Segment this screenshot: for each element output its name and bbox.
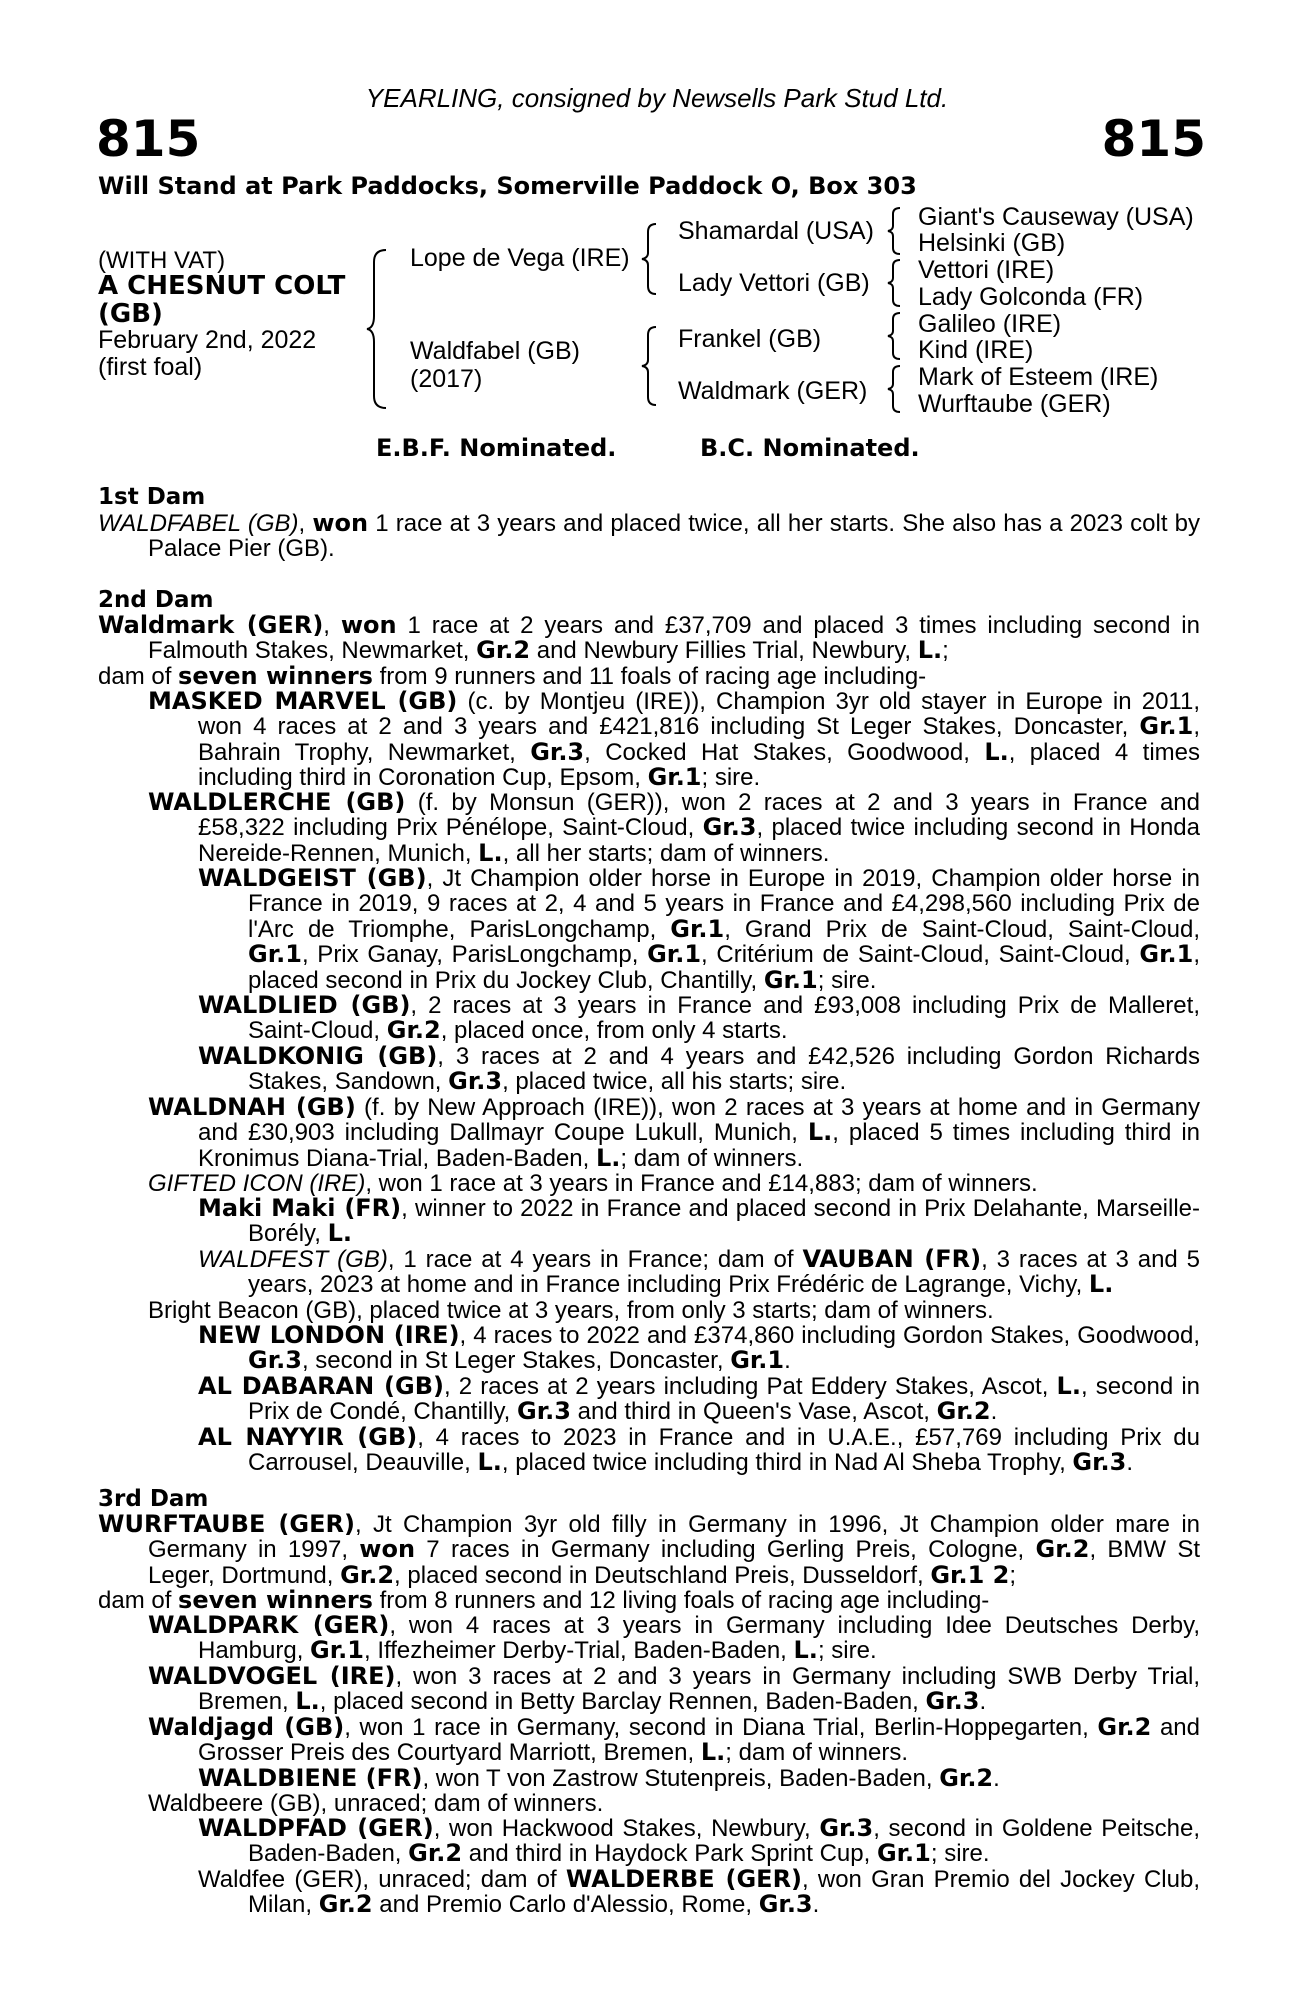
horse-name: A CHESNUT COLT — [98, 271, 346, 301]
pedigree-g2: Helsinki (GB) — [918, 229, 1066, 257]
pedigree-sire-sire: Shamardal (USA) — [678, 217, 874, 245]
produce-entry-waldlied: WALDLIED (GB), 2 races at 3 years in France and £93,008 including Prix de Malleret, Saint-Cloud, Gr.2, placed once, from only 4 starts. — [198, 991, 1200, 1045]
pedigree-g1: Giant's Causeway (USA) — [918, 203, 1194, 231]
pedigree-brace-g12 — [886, 206, 902, 256]
lot-number-left: 815 — [96, 110, 201, 168]
produce-entry-masked-marvel: MASKED MARVEL (GB) (c. by Montjeu (IRE)), Champion 3yr old stayer in Europe in 2011, won 4 races at 2 and 3 years and £421,816 including St Leger Stakes, Doncaster, Gr.1, Bahrain Trophy, Newmarket, Gr.3, Cocked Hat Stakes, Goodwood, L., placed 4 times including third in Coronation Cup, Epsom, Gr.1; sire. — [148, 687, 1201, 792]
pedigree-g8: Wurftaube (GER) — [918, 390, 1111, 418]
pedigree-g3: Vettori (IRE) — [918, 256, 1055, 284]
third-dam-heading: 3rd Dam — [98, 1486, 209, 1512]
produce-entry-bright-beacon: Bright Beacon (GB), placed twice at 3 years, from only 3 starts; dam of winners. — [148, 1297, 994, 1324]
second-dam-produce-summary: dam of seven winners from 9 runners and 11 foals of racing age including- — [98, 662, 927, 690]
produce-entry-maki-maki: Maki Maki (FR), winner to 2022 in France and placed second in Prix Delahante, Marseille-Borély, L. — [198, 1194, 1201, 1248]
pedigree-sire: Lope de Vega (IRE) — [410, 244, 630, 272]
pedigree-dam: Waldfabel (GB) — [410, 337, 580, 365]
horse-origin: (GB) — [98, 299, 163, 329]
produce-entry-waldpark: WALDPARK (GER), won 4 races at 3 years in Germany including Idee Deutsches Derby, Hamburg, Gr.1, Iffezheimer Derby-Trial, Baden-Baden, L.; sire. — [148, 1611, 1200, 1665]
pedigree-g7: Mark of Esteem (IRE) — [918, 363, 1159, 391]
first-dam-entry: WALDFABEL (GB), won 1 race at 3 years and placed twice, all her starts. She also has a 2023 colt by Palace Pier (GB). — [98, 509, 1200, 563]
consignment-line: YEARLING, consigned by Newsells Park Stud Ltd. — [365, 83, 949, 113]
produce-entry-waldpfad: WALDPFAD (GER), won Hackwood Stakes, Newbury, Gr.3, second in Goldene Peitsche, Baden-Baden, Gr.2 and third in Haydock Park Sprint Cup, Gr.1; sire. — [198, 1814, 1200, 1868]
second-dam-entry: Waldmark (GER), won 1 race at 2 years and £37,709 and placed 3 times including second in Falmouth Stakes, Newmarket, Gr.2 and Newbury Fillies Trial, Newbury, L.; — [98, 611, 1200, 665]
bc-nomination: B.C. Nominated. — [700, 434, 920, 462]
pedigree-brace-dam — [640, 325, 658, 407]
produce-entry-gifted-icon: GIFTED ICON (IRE), won 1 race at 3 years in France and £14,883; dam of winners. — [148, 1170, 1038, 1197]
produce-entry-waldvogel: WALDVOGEL (IRE), won 3 races at 2 and 3 years in Germany including SWB Derby Trial, Bremen, L., placed second in Betty Barclay Rennen, Baden-Baden, Gr.3. — [148, 1662, 1201, 1716]
pedigree-brace-g56 — [886, 311, 902, 361]
produce-entry-waldbiene: WALDBIENE (FR), won T von Zastrow Stutenpreis, Baden-Baden, Gr.2. — [198, 1764, 1000, 1792]
stand-location: Will Stand at Park Paddocks, Somerville Paddock O, Box 303 — [98, 172, 917, 200]
first-dam-heading: 1st Dam — [98, 484, 206, 510]
pedigree-brace-sire — [640, 222, 658, 296]
produce-entry-waldfee: Waldfee (GER), unraced; dam of WALDERBE (GER), won Gran Premio del Jockey Club, Milan, Gr.2 and Premio Carlo d'Alessio, Rome, Gr.3. — [198, 1865, 1200, 1919]
pedigree-dam-year: (2017) — [410, 365, 483, 393]
produce-entry-waldnah: WALDNAH (GB) (f. by New Approach (IRE)), won 2 races at 3 years at home and in Germany and £30,903 including Dallmayr Coupe Lukull, Munich, L., placed 5 times including third in Kronimus Diana-Trial, Baden-Baden, L.; dam of winners. — [148, 1093, 1201, 1172]
produce-entry-al-nayyir: AL NAYYIR (GB), 4 races to 2023 in France and in U.A.E., £57,769 including Prix du Carrousel, Deauville, L., placed twice including third in Nad Al Sheba Trophy, Gr.3. — [198, 1423, 1200, 1477]
second-dam-heading: 2nd Dam — [98, 587, 214, 613]
third-dam-produce-summary: dam of seven winners from 8 runners and 12 living foals of racing age including- — [98, 1586, 990, 1614]
pedigree-dam-dam: Waldmark (GER) — [678, 377, 868, 405]
pedigree-g5: Galileo (IRE) — [918, 310, 1062, 338]
lot-number-right: 815 — [1101, 110, 1206, 168]
pedigree-g6: Kind (IRE) — [918, 336, 1034, 364]
produce-entry-waldbeere: Waldbeere (GB), unraced; dam of winners. — [148, 1790, 604, 1817]
produce-entry-waldkonig: WALDKONIG (GB), 3 races at 2 and 4 years and £42,526 including Gordon Richards Stakes, Sandown, Gr.3, placed twice, all his starts; sire. — [198, 1042, 1200, 1096]
ebf-nomination: E.B.F. Nominated. — [376, 434, 617, 462]
pedigree-sire-dam: Lady Vettori (GB) — [678, 269, 870, 297]
foaling-date: February 2nd, 2022 — [98, 326, 317, 354]
pedigree-dam-sire: Frankel (GB) — [678, 325, 822, 353]
produce-entry-new-london: NEW LONDON (IRE), 4 races to 2022 and £374,860 including Gordon Stakes, Goodwood, Gr.3, second in St Leger Stakes, Doncaster, Gr.1. — [198, 1321, 1200, 1375]
foal-note: (first foal) — [98, 353, 203, 381]
pedigree-brace-g34 — [886, 258, 902, 308]
produce-entry-al-dabaran: AL DABARAN (GB), 2 races at 2 years including Pat Eddery Stakes, Ascot, L., second in Prix de Condé, Chantilly, Gr.3 and third in Queen's Vase, Ascot, Gr.2. — [198, 1372, 1200, 1426]
produce-entry-waldlerche: WALDLERCHE (GB) (f. by Monsun (GER)), won 2 races at 2 and 3 years in France and £58,322 including Prix Pénélope, Saint-Cloud, Gr.3, placed twice including second in Honda Nereide-Rennen, Munich, L., all her starts; dam of winners. — [148, 788, 1201, 867]
pedigree-g4: Lady Golconda (FR) — [918, 283, 1144, 311]
produce-entry-waldjagd: Waldjagd (GB), won 1 race in Germany, second in Diana Trial, Berlin-Hoppegarten, Gr.2 and Grosser Preis des Courtyard Marriott, Bremen, L.; dam of winners. — [148, 1713, 1200, 1767]
vat-label: (WITH VAT) — [98, 247, 226, 274]
pedigree-brace-g78 — [886, 364, 902, 414]
produce-entry-waldfest: WALDFEST (GB), 1 race at 4 years in France; dam of VAUBAN (FR), 3 races at 3 and 5 years, 2023 at home and in France including Prix Frédéric de Lagrange, Vichy, L. — [198, 1245, 1201, 1299]
pedigree-brace-main — [366, 248, 388, 410]
produce-entry-waldgeist: WALDGEIST (GB), Jt Champion older horse in Europe in 2019, Champion older horse in France in 2019, 9 races at 2, 4 and 5 years in France and £4,298,560 including Prix de l'Arc de Triomphe, ParisLongchamp, Gr.1, Grand Prix de Saint-Cloud, Saint-Cloud, Gr.1, Prix Ganay, ParisLongchamp, Gr.1, Critérium de Saint-Cloud, Saint-Cloud, Gr.1, placed second in Prix du Jockey Club, Chantilly, Gr.1; sire. — [198, 864, 1201, 994]
third-dam-entry: WURFTAUBE (GER), Jt Champion 3yr old filly in Germany in 1996, Jt Champion older mare in Germany in 1997, won 7 races in Germany including Gerling Preis, Cologne, Gr.2, BMW St Leger, Dortmund, Gr.2, placed second in Deutschland Preis, Dusseldorf, Gr.1 2; — [98, 1510, 1201, 1589]
